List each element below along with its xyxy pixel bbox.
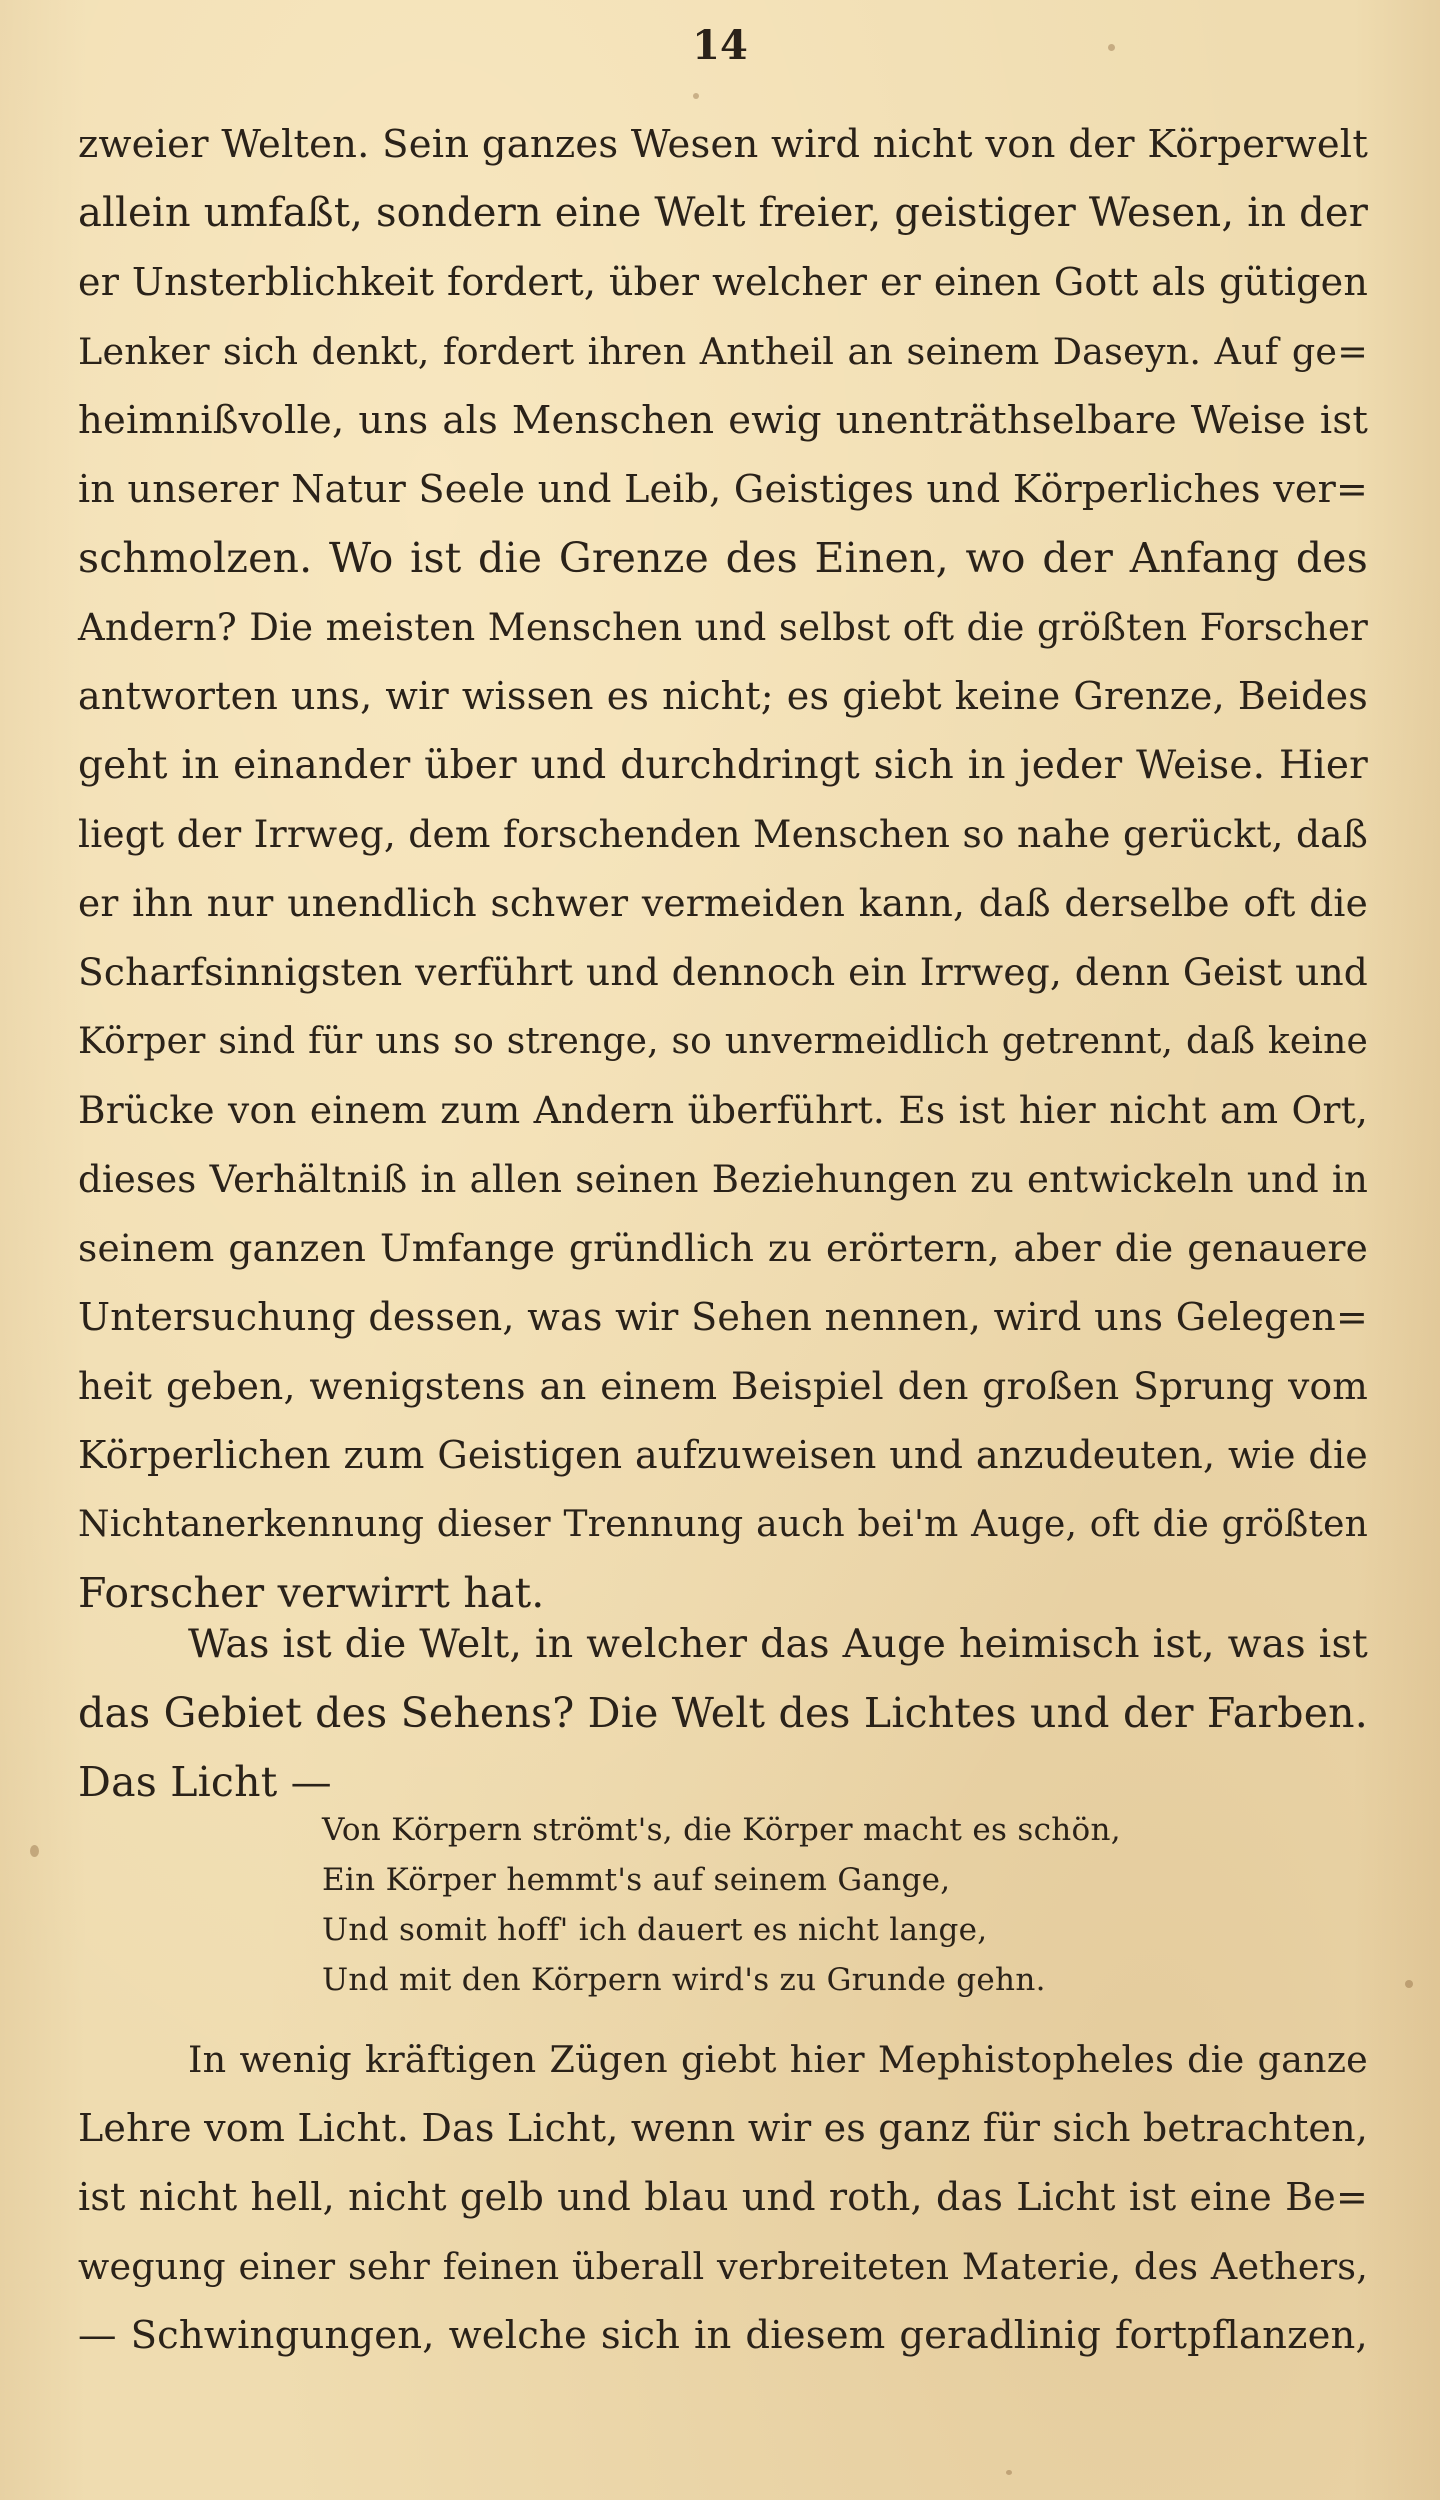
text-line: er ihn nur unendlich schwer vermeiden kann, daß derselbe oft die <box>78 881 1368 925</box>
paragraph-1 <box>78 110 1368 1628</box>
text-line: ist nicht hell, nicht gelb und blau und roth, das Licht ist eine Be= <box>78 2175 1368 2219</box>
verse-line: Und somit hoff' ich dauert es nicht lange, <box>322 1912 988 1948</box>
text-line: Brücke von einem zum Andern überführt. Es ist hier nicht am Ort, <box>78 1088 1368 1132</box>
text-line: Das Licht — <box>78 1758 332 1806</box>
page-number: 14 <box>692 22 748 69</box>
text-line: Forscher verwirrt hat. <box>78 1569 545 1617</box>
verse-line: Von Körpern strömt's, die Körper macht es schön, <box>322 1812 1121 1848</box>
text-line: Untersuchung dessen, was wir Sehen nennen, wird uns Gelegen= <box>78 1295 1368 1339</box>
text-line: liegt der Irrweg, dem forschenden Menschen so nahe gerückt, daß <box>78 812 1368 856</box>
text-line: wegung einer sehr feinen überall verbreiteten Materie, des Aethers, <box>78 2245 1368 2288</box>
text-line: Körperlichen zum Geistigen aufzuweisen und anzudeuten, wie die <box>78 1433 1368 1477</box>
text-line: in unserer Natur Seele und Leib, Geistiges und Körperliches ver= <box>78 467 1368 511</box>
paper-speck <box>1108 44 1115 51</box>
paper-speck <box>1405 1980 1413 1988</box>
text-line: heimnißvolle, uns als Menschen ewig unenträthselbare Weise ist <box>78 398 1368 443</box>
text-line: Andern? Die meisten Menschen und selbst oft die größten Forscher <box>78 606 1368 649</box>
text-line: — Schwingungen, welche sich in diesem geradlinig fortpflanzen, <box>78 2313 1368 2358</box>
paragraph-3 <box>78 2025 1368 2370</box>
text-line: Körper sind für uns so strenge, so unvermeidlich getrennt, daß keine <box>78 1021 1368 1062</box>
text-line: antworten uns, wir wissen es nicht; es giebt keine Grenze, Beides <box>78 674 1368 718</box>
text-line: geht in einander über und durchdringt sich in jeder Weise. Hier <box>78 743 1368 788</box>
text-line: das Gebiet des Sehens? Die Welt des Lichtes und der Farben. <box>78 1689 1368 1737</box>
text-line: schmolzen. Wo ist die Grenze des Einen, wo der Anfang des <box>78 534 1368 582</box>
text-line: er Unsterblichkeit fordert, über welcher er einen Gott als gütigen <box>78 260 1368 304</box>
verse-line: Ein Körper hemmt's auf seinem Gange, <box>322 1862 951 1898</box>
text-line: zweier Welten. Sein ganzes Wesen wird nicht von der Körperwelt <box>78 122 1368 167</box>
verse-quote <box>322 1805 1222 2005</box>
text-line: heit geben, wenigstens an einem Beispiel den großen Sprung vom <box>78 1364 1368 1408</box>
text-line: allein umfaßt, sondern eine Welt freier, geistiger Wesen, in der <box>78 190 1369 236</box>
text-line: Nichtanerkennung dieser Trennung auch bei'm Auge, oft die größten <box>78 1504 1368 1545</box>
text-line: Lenker sich denkt, fordert ihren Antheil an seinem Daseyn. Auf ge= <box>78 330 1368 373</box>
paper-speck <box>1006 2470 1012 2475</box>
text-line: Was ist die Welt, in welcher das Auge heimisch ist, was ist <box>188 1621 1368 1667</box>
paper-speck <box>30 1845 39 1857</box>
verse-line: Und mit den Körpern wird's zu Grunde gehn. <box>322 1962 1046 1998</box>
text-line: Lehre vom Licht. Das Licht, wenn wir es ganz für sich betrachten, <box>78 2106 1369 2150</box>
text-line: Scharfsinnigsten verführt und dennoch ein Irrweg, denn Geist und <box>78 950 1368 994</box>
paper-speck <box>693 93 699 99</box>
text-line: In wenig kräftigen Zügen giebt hier Mephistopheles die ganze <box>188 2038 1368 2081</box>
text-line: seinem ganzen Umfange gründlich zu erörtern, aber die genauere <box>78 1226 1368 1270</box>
text-line: dieses Verhältniß in allen seinen Beziehungen zu entwickeln und in <box>78 1158 1368 1201</box>
paragraph-2 <box>78 1610 1368 1817</box>
